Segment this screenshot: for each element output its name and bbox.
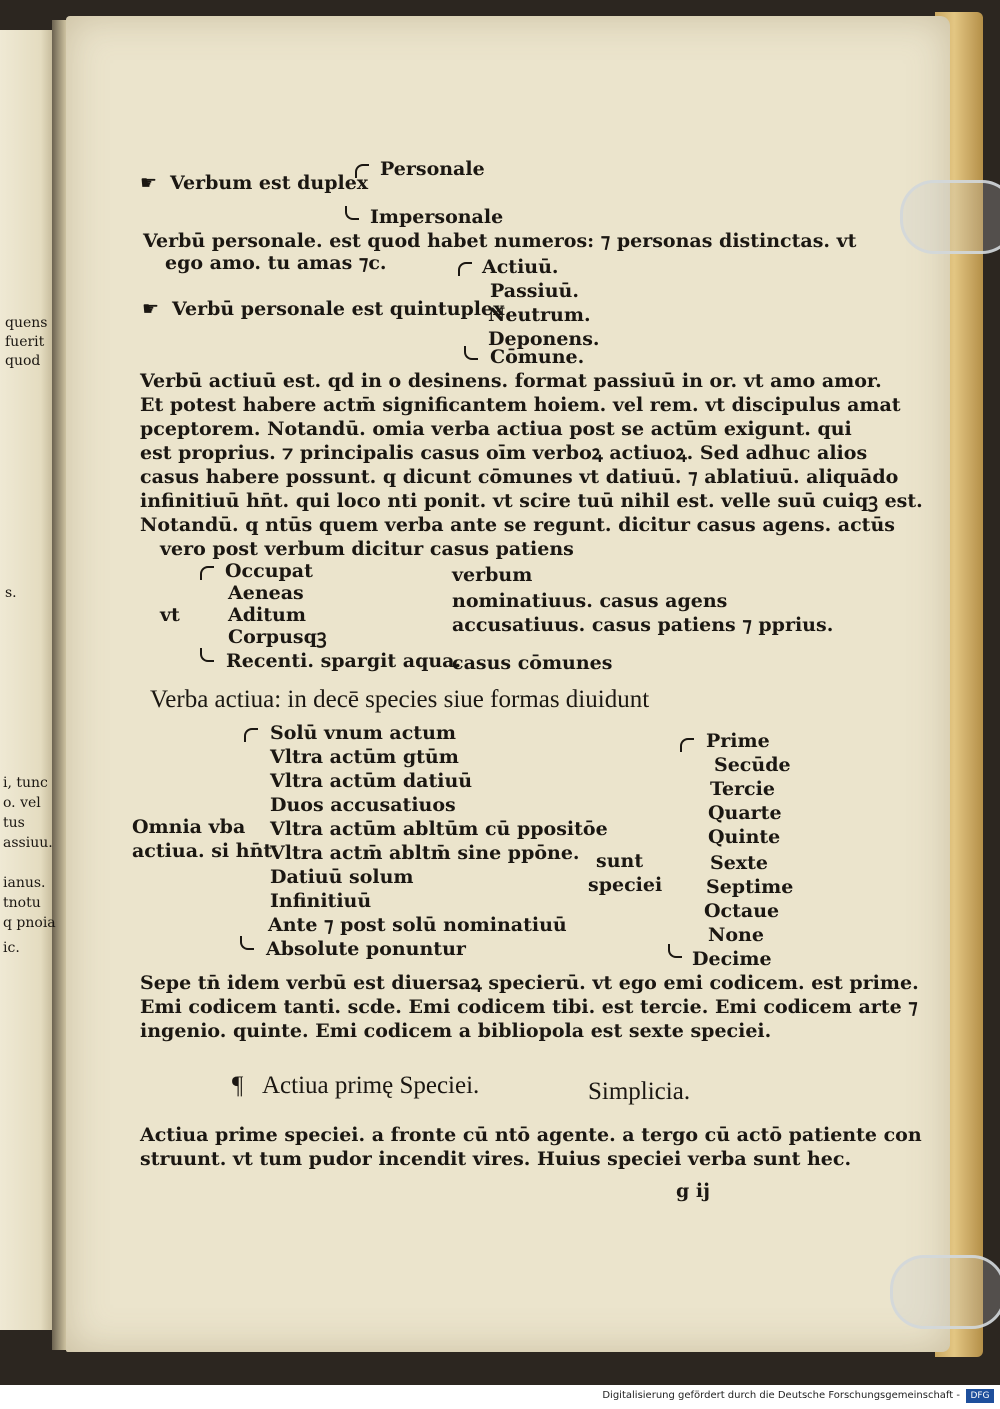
pointing-hand-icon: ☛: [142, 298, 160, 320]
species-left-label: Omnia vba: [132, 816, 246, 838]
example-word: Aditum: [228, 604, 306, 626]
brace: [668, 944, 682, 958]
brace: [458, 262, 472, 276]
species-ordinal: Tercie: [710, 778, 775, 800]
example-gloss: casus cōmunes: [452, 652, 613, 674]
margin-fragment: i, tunc: [3, 775, 48, 791]
species-item: Solū vnum actum: [270, 722, 457, 744]
species-item: Vltra actūm datiuū: [270, 770, 473, 792]
brace: [464, 346, 478, 360]
text-line: vero post verbum dicitur casus patiens: [160, 538, 574, 560]
text-line: Verbū personale est quintuplex: [172, 298, 505, 320]
text-line: struunt. vt tum pudor incendit vires. Huius speciei verba sunt hec.: [140, 1148, 852, 1170]
species-ordinal: Octaue: [704, 900, 780, 922]
species-ordinal: None: [708, 924, 764, 946]
brace: [345, 206, 359, 220]
paper-clip: [900, 180, 1000, 254]
paper-clip: [890, 1255, 1000, 1329]
text-line: Et potest habere actm̄ significantem hoiem. vel rem. vt discipulus amat: [140, 394, 901, 416]
brace: [200, 648, 214, 662]
dfg-logo: DFG: [966, 1389, 994, 1403]
species-item: Infinitiuū: [270, 890, 372, 912]
text-line: Personale: [380, 158, 485, 180]
margin-fragment: tnotu: [3, 895, 41, 911]
species-item: Ante ⁊ post solū nominatiuū: [268, 914, 567, 936]
text-line: est proprius. ⁊ principalis casus oīm verboꝝ actiuoꝝ. Sed adhuc alios: [140, 442, 868, 464]
species-ordinal: Sexte: [710, 852, 769, 874]
text-line: pceptorem. Notandū. omia verba actiua post se actūm exigunt. qui: [140, 418, 852, 440]
species-ordinal: Secūde: [714, 754, 791, 776]
species-item: Vltra actūm gtūm: [270, 746, 459, 768]
species-item: Absolute ponuntur: [266, 938, 466, 960]
species-item: Duos accusatiuos: [270, 794, 456, 816]
example-gloss: accusatiuus. casus patiens ⁊ pprius.: [452, 614, 834, 636]
margin-fragment: ianus.: [3, 875, 46, 891]
species-item: Datiuū solum: [270, 866, 414, 888]
margin-fragment: quens: [5, 315, 48, 331]
species-ordinal: Septime: [706, 876, 794, 898]
species-left-label: actiua. si hn̄t: [132, 840, 273, 862]
paragraph-mark-icon: ¶: [232, 1072, 244, 1099]
text-line: Sepe tn̄ idem verbū est diuersaꝝ specierū. vt ego emi codicem. est prime.: [140, 972, 919, 994]
margin-fragment: tus: [3, 815, 25, 831]
margin-fragment: fuerit: [5, 334, 45, 350]
brace: [240, 936, 254, 950]
margin-fragment: q pnoia: [3, 915, 56, 931]
footer: [0, 1385, 1000, 1409]
text-line: ego amo. tu amas ⁊c.: [165, 252, 387, 274]
brace: [200, 566, 214, 580]
species-mid-label: speciei: [588, 874, 663, 896]
example-gloss: verbum: [452, 564, 533, 586]
text-line: ingenio. quinte. Emi codicem a bibliopola est sexte speciei.: [140, 1020, 772, 1042]
text-line: Actiuū.: [482, 256, 559, 278]
text-line: Verbum est duplex: [170, 172, 369, 194]
text-line: infinitiuū hn̄t. qui loco nti ponit. vt scire tuū nihil est. velle suū cuiqꝫ est.: [140, 490, 923, 512]
text-line: Neutrum.: [488, 304, 591, 326]
species-item: Vltra actūm abltūm cū ppositōe: [270, 818, 608, 840]
text-line: Impersonale: [370, 206, 504, 228]
text-line: Emi codicem tanti. scde. Emi codicem tibi. est tercie. Emi codicem arte ⁊: [140, 996, 918, 1018]
section-heading: Actiua primę Speciei.: [262, 1072, 480, 1099]
example-word: Recenti. spargit aqua.: [226, 650, 462, 672]
pointing-hand-icon: ☛: [140, 172, 158, 194]
example-vt: vt: [160, 604, 180, 626]
species-ordinal: Prime: [706, 730, 770, 752]
text-line: Verbū actiuū est. qd in o desinens. format passiuū in or. vt amo amor.: [140, 370, 882, 392]
margin-fragment: ic.: [3, 940, 20, 956]
margin-fragment: s.: [5, 585, 17, 601]
section-heading: Verba actiua: in decē species siue formas diuidunt: [150, 686, 650, 713]
species-ordinal: Decime: [692, 948, 772, 970]
section-heading: Simplicia.: [588, 1078, 691, 1105]
margin-fragment: assiuu.: [3, 835, 53, 851]
signature-mark: g ij: [676, 1180, 710, 1202]
text-line: Cōmune.: [490, 346, 585, 368]
example-word: Aeneas: [228, 582, 304, 604]
brace: [680, 738, 694, 752]
example-word: Occupat: [225, 560, 313, 582]
text-line: Verbū personale. est quod habet numeros: ⁊ personas distinctas. vt: [143, 230, 857, 252]
species-ordinal: Quarte: [708, 802, 782, 824]
species-mid-label: sunt: [596, 850, 644, 872]
margin-fragment: quod: [5, 353, 41, 369]
text-line: Actiua prime speciei. a fronte cū ntō agente. a tergo cū actō patiente con: [140, 1124, 922, 1146]
margin-fragment: o. vel: [3, 795, 41, 811]
species-item: Vltra actm̄ abltm̄ sine ppōne.: [270, 842, 580, 864]
example-word: Corpusqꝫ: [228, 626, 327, 648]
text-line: casus habere possunt. q dicunt cōmunes vt datiuū. ⁊ ablatiuū. aliquādo: [140, 466, 899, 488]
example-gloss: nominatiuus. casus agens: [452, 590, 728, 612]
species-ordinal: Quinte: [708, 826, 781, 848]
text-line: Notandū. q ntūs quem verba ante se regunt. dicitur casus agens. actūs: [140, 514, 895, 536]
brace: [244, 728, 258, 742]
text-line: Passiuū.: [490, 280, 579, 302]
footer-credit: Digitalisierung gefördert durch die Deutsche Forschungsgemeinschaft -: [602, 1390, 960, 1401]
text-line: Deponens.: [488, 328, 600, 350]
previous-page-edge: [0, 30, 58, 1330]
